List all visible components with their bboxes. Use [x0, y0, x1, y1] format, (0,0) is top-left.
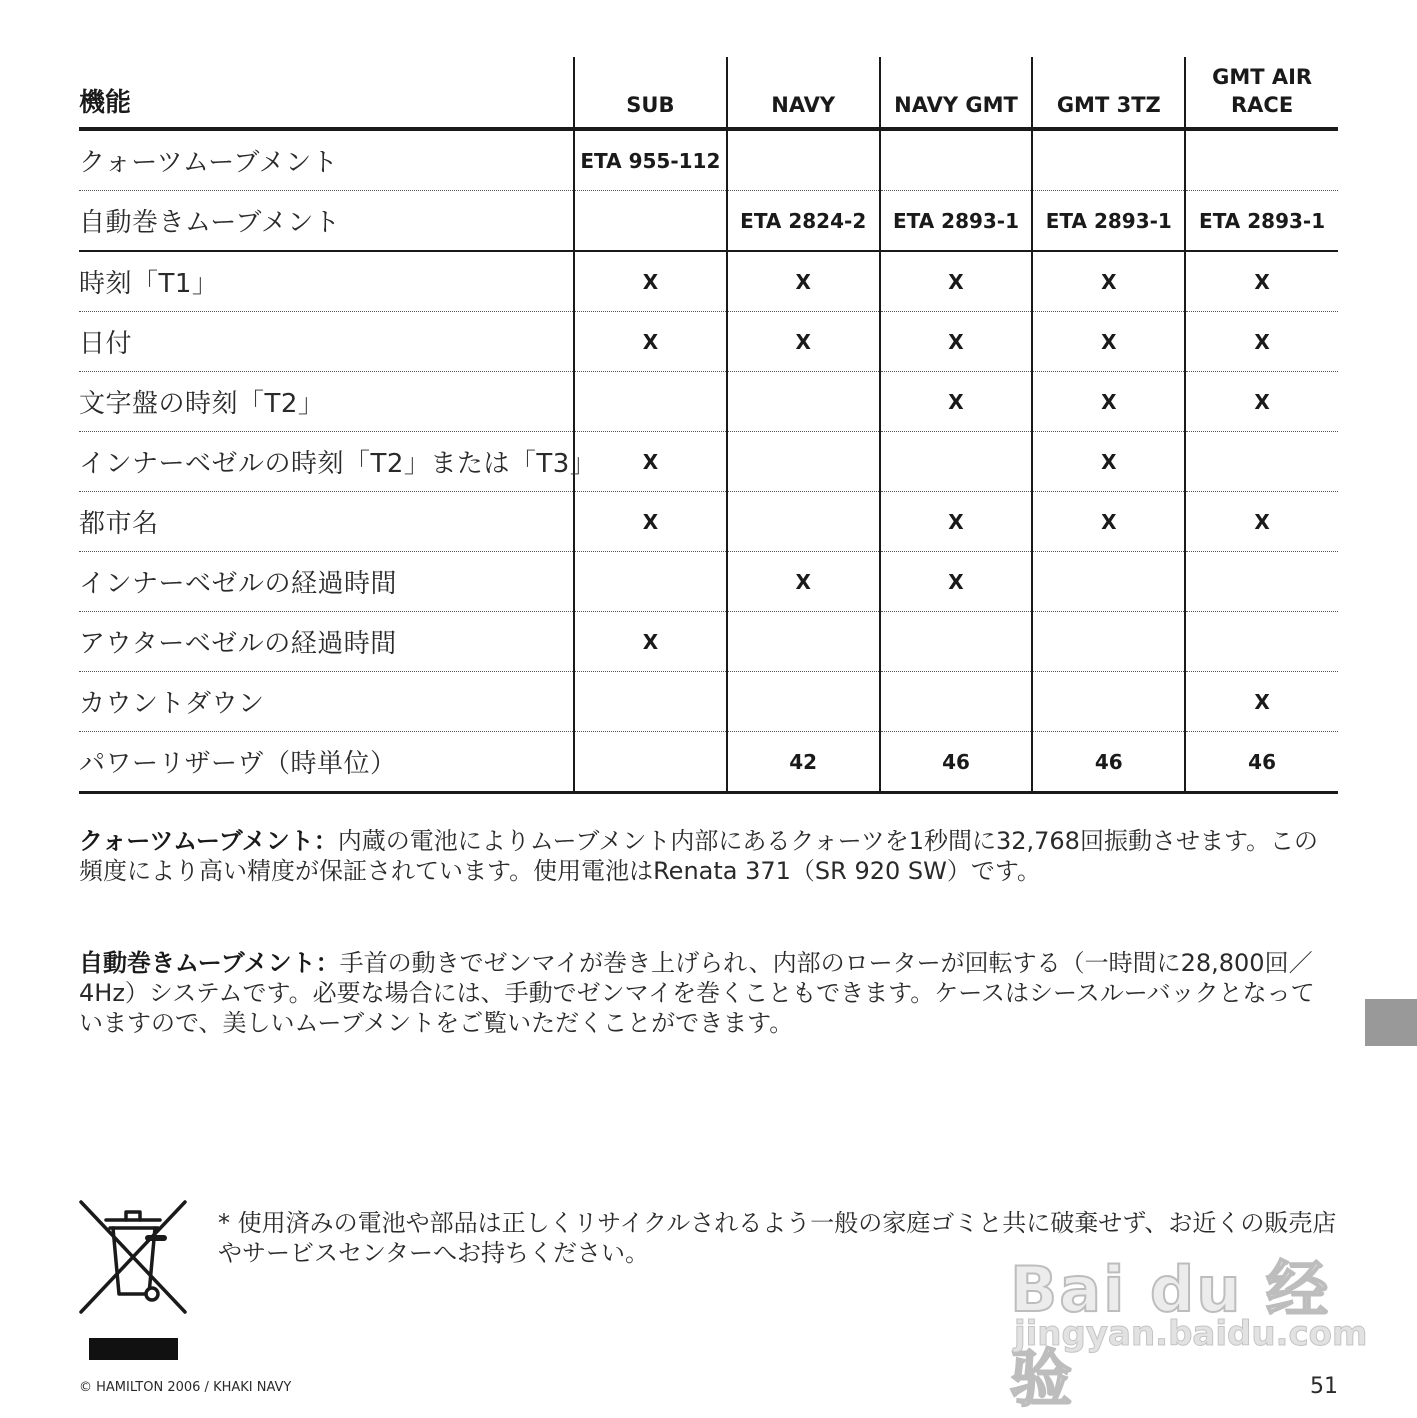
table-row — [79, 129, 1338, 191]
table-cell: ETA 2893-1 — [1185, 191, 1338, 252]
table-cell: X — [574, 312, 727, 372]
table-cell — [880, 432, 1033, 492]
table-cell — [727, 492, 880, 552]
table-row — [79, 432, 1338, 492]
table-cell — [880, 672, 1033, 732]
table-cell: X — [1032, 312, 1185, 372]
quartz-term: クォーツムーブメント： — [79, 827, 338, 855]
table-cell — [574, 372, 727, 432]
table-cell: X — [1185, 312, 1338, 372]
feature-label: カウントダウン — [79, 672, 574, 732]
model-header-gmt-air-race — [1185, 57, 1338, 129]
model-header-gmt-air-race-text: GMT AIR RACE — [1212, 65, 1313, 117]
model-header-sub: SUB — [574, 57, 727, 129]
table-header-row — [79, 57, 1338, 129]
table-cell: X — [574, 612, 727, 672]
feature-label: パワーリザーヴ（時単位） — [79, 732, 574, 793]
table-cell: 42 — [727, 732, 880, 793]
table-cell: ETA 2824-2 — [727, 191, 880, 252]
quartz-description: 内蔵の電池によりムーブメント内部にあるクォーツを1秒間に32,768回振動させます。この頻度により高い精度が保証されています。使用電池はRenata 371（SR 920 SW）です。 — [79, 827, 1319, 885]
table-cell — [880, 612, 1033, 672]
table-cell — [1185, 552, 1338, 612]
table-cell: X — [1032, 432, 1185, 492]
table-cell — [727, 129, 880, 191]
table-row — [79, 732, 1338, 793]
table-cell — [1032, 552, 1185, 612]
feature-label: 時刻「T1」 — [79, 251, 574, 312]
table-cell — [1185, 612, 1338, 672]
crossed-out-wheelie-bin-icon — [78, 1198, 188, 1316]
table-cell — [574, 732, 727, 793]
feature-table — [79, 57, 1338, 794]
table-row — [79, 251, 1338, 312]
feature-label: アウターベゼルの経過時間 — [79, 612, 574, 672]
feature-label: 自動巻きムーブメント — [79, 191, 574, 252]
table-cell: ETA 955-112 — [574, 129, 727, 191]
table-cell: 46 — [1185, 732, 1338, 793]
table-row — [79, 191, 1338, 252]
table-cell: X — [1185, 492, 1338, 552]
table-cell: 46 — [880, 732, 1033, 793]
automatic-description: 手首の動きでゼンマイが巻き上げられ、内部のローターが回転する（一時間に28,800回／4Hz）システムです。必要な場合には、手動でゼンマイを巻くこともできます。ケースはシースルーバックとなっていますので、美しいムーブメントをご覧いただくことができます。 — [79, 949, 1315, 1037]
table-cell: X — [1185, 251, 1338, 312]
table-cell: X — [1185, 672, 1338, 732]
table-cell: X — [1032, 251, 1185, 312]
table-cell: X — [727, 552, 880, 612]
table-cell — [880, 129, 1033, 191]
table-row — [79, 372, 1338, 432]
feature-label: 文字盤の時刻「T2」 — [79, 372, 574, 432]
table-cell — [727, 612, 880, 672]
feature-label: 都市名 — [79, 492, 574, 552]
table-cell — [574, 191, 727, 252]
table-cell — [1032, 612, 1185, 672]
table-row — [79, 312, 1338, 372]
table-row — [79, 612, 1338, 672]
table-cell: X — [1032, 492, 1185, 552]
automatic-movement-note — [79, 948, 1337, 1038]
table-cell — [727, 372, 880, 432]
feature-label: インナーベゼルの時刻「T2」または「T3」 — [79, 432, 574, 492]
table-cell: X — [574, 251, 727, 312]
page-number: 51 — [1310, 1374, 1338, 1399]
table-cell: X — [727, 251, 880, 312]
quartz-movement-note — [79, 826, 1337, 886]
recycle-notice: * 使用済みの電池や部品は正しくリサイクルされるよう一般の家庭ゴミと共に破棄せず、お近くの販売店やサービスセンターへお持ちください。 — [218, 1209, 1337, 1267]
table-cell: X — [574, 432, 727, 492]
table-cell: ETA 2893-1 — [880, 191, 1033, 252]
model-header-gmt-3tz: GMT 3TZ — [1032, 57, 1185, 129]
watermark-logo-text: Bai du 经验 — [1010, 1253, 1331, 1415]
model-header-navy-gmt: NAVY GMT — [880, 57, 1033, 129]
table-cell — [1032, 129, 1185, 191]
table-cell — [727, 672, 880, 732]
table-cell: X — [574, 492, 727, 552]
section-tab-marker — [1365, 999, 1417, 1046]
table-cell: X — [880, 251, 1033, 312]
feature-label: 日付 — [79, 312, 574, 372]
feature-column-header: 機能 — [79, 57, 574, 129]
model-header-navy: NAVY — [727, 57, 880, 129]
automatic-term: 自動巻きムーブメント： — [79, 949, 340, 977]
table-cell: X — [880, 552, 1033, 612]
table-cell — [1032, 672, 1185, 732]
table-cell — [574, 672, 727, 732]
table-cell — [1185, 432, 1338, 492]
table-cell — [574, 552, 727, 612]
separate-collection-bar — [89, 1338, 178, 1360]
feature-label: クォーツムーブメント — [79, 129, 574, 191]
table-row — [79, 672, 1338, 732]
watermark-url: jingyan.baidu.com — [1014, 1314, 1368, 1354]
table-cell: X — [727, 312, 880, 372]
copyright-footer: © HAMILTON 2006 / KHAKI NAVY — [79, 1380, 292, 1395]
table-cell: X — [1032, 372, 1185, 432]
table-cell: X — [1185, 372, 1338, 432]
table-cell: X — [880, 312, 1033, 372]
table-cell: 46 — [1032, 732, 1185, 793]
table-cell: ETA 2893-1 — [1032, 191, 1185, 252]
table-row — [79, 492, 1338, 552]
table-cell — [1185, 129, 1338, 191]
table-row — [79, 552, 1338, 612]
feature-label: インナーベゼルの経過時間 — [79, 552, 574, 612]
table-cell: X — [880, 372, 1033, 432]
table-cell: X — [880, 492, 1033, 552]
table-cell — [727, 432, 880, 492]
